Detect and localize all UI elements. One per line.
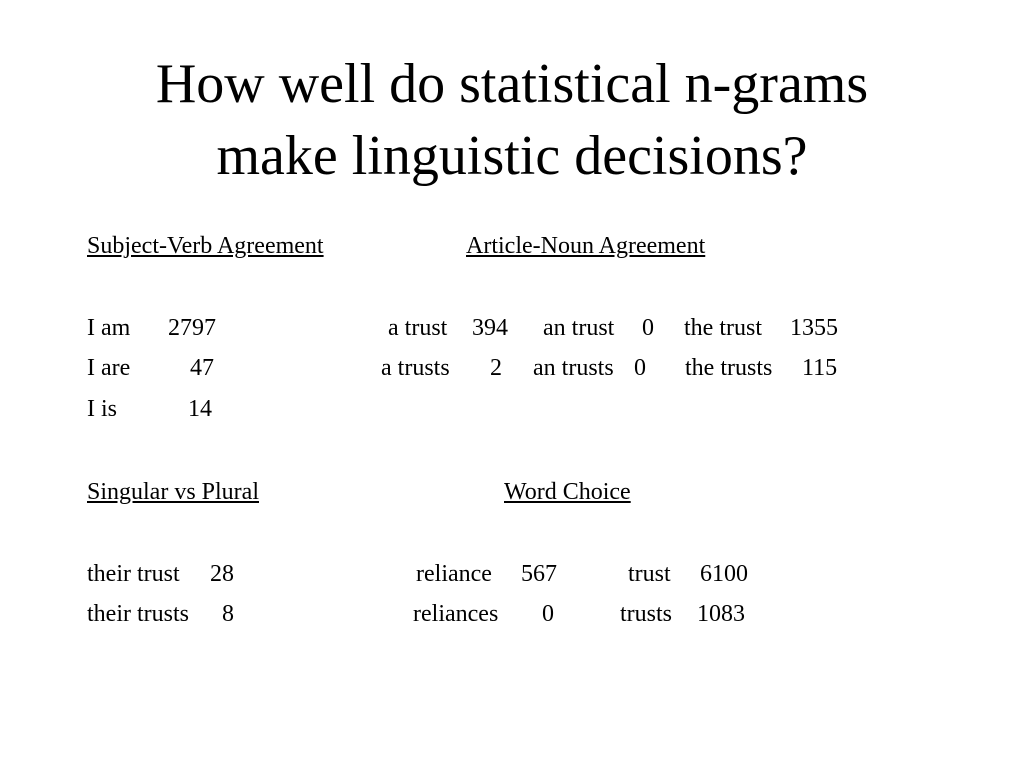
sp-row-2-phrase: their trusts (87, 601, 189, 627)
subject-verb-heading: Subject-Verb Agreement (87, 233, 324, 259)
singular-plural-heading: Singular vs Plural (87, 479, 259, 505)
sv-row-1-count: 2797 (168, 315, 216, 341)
sv-row-3-phrase: I is (87, 396, 117, 422)
an-row-1-a-count: 394 (472, 315, 508, 341)
an-row-1-a-phrase: a trust (388, 315, 448, 341)
sv-row-3-count: 14 (188, 396, 212, 422)
an-row-2-a-phrase: a trusts (381, 355, 450, 381)
wc-row-1-b-count: 6100 (700, 561, 748, 587)
sp-row-1-count: 28 (210, 561, 234, 587)
word-choice-heading: Word Choice (504, 479, 631, 505)
sv-row-2-phrase: I are (87, 355, 131, 381)
an-row-1-the-count: 1355 (790, 315, 838, 341)
slide-title (0, 48, 1024, 192)
wc-row-1-b-phrase: trust (628, 561, 671, 587)
wc-row-2-a-count: 0 (542, 601, 554, 627)
sv-row-2-count: 47 (190, 355, 214, 381)
an-row-2-an-count: 0 (634, 355, 646, 381)
an-row-2-an-phrase: an trusts (533, 355, 614, 381)
sv-row-1-phrase: I am (87, 315, 131, 341)
wc-row-2-b-count: 1083 (697, 601, 745, 627)
an-row-2-a-count: 2 (490, 355, 502, 381)
an-row-1-the-phrase: the trust (684, 315, 762, 341)
an-row-1-an-count: 0 (642, 315, 654, 341)
wc-row-1-a-count: 567 (521, 561, 557, 587)
an-row-2-the-phrase: the trusts (685, 355, 773, 381)
an-row-2-the-count: 115 (802, 355, 838, 381)
sp-row-1-phrase: their trust (87, 561, 180, 587)
sp-row-2-count: 8 (222, 601, 234, 627)
article-noun-heading: Article-Noun Agreement (466, 233, 706, 259)
wc-row-1-a-phrase: reliance (416, 561, 492, 587)
title-line-2: make linguistic decisions? (216, 125, 808, 187)
wc-row-2-a-phrase: reliances (413, 601, 499, 627)
an-row-1-an-phrase: an trust (543, 315, 615, 341)
wc-row-2-b-phrase: trusts (620, 601, 673, 627)
title-line-1: How well do statistical n-grams (155, 53, 869, 115)
